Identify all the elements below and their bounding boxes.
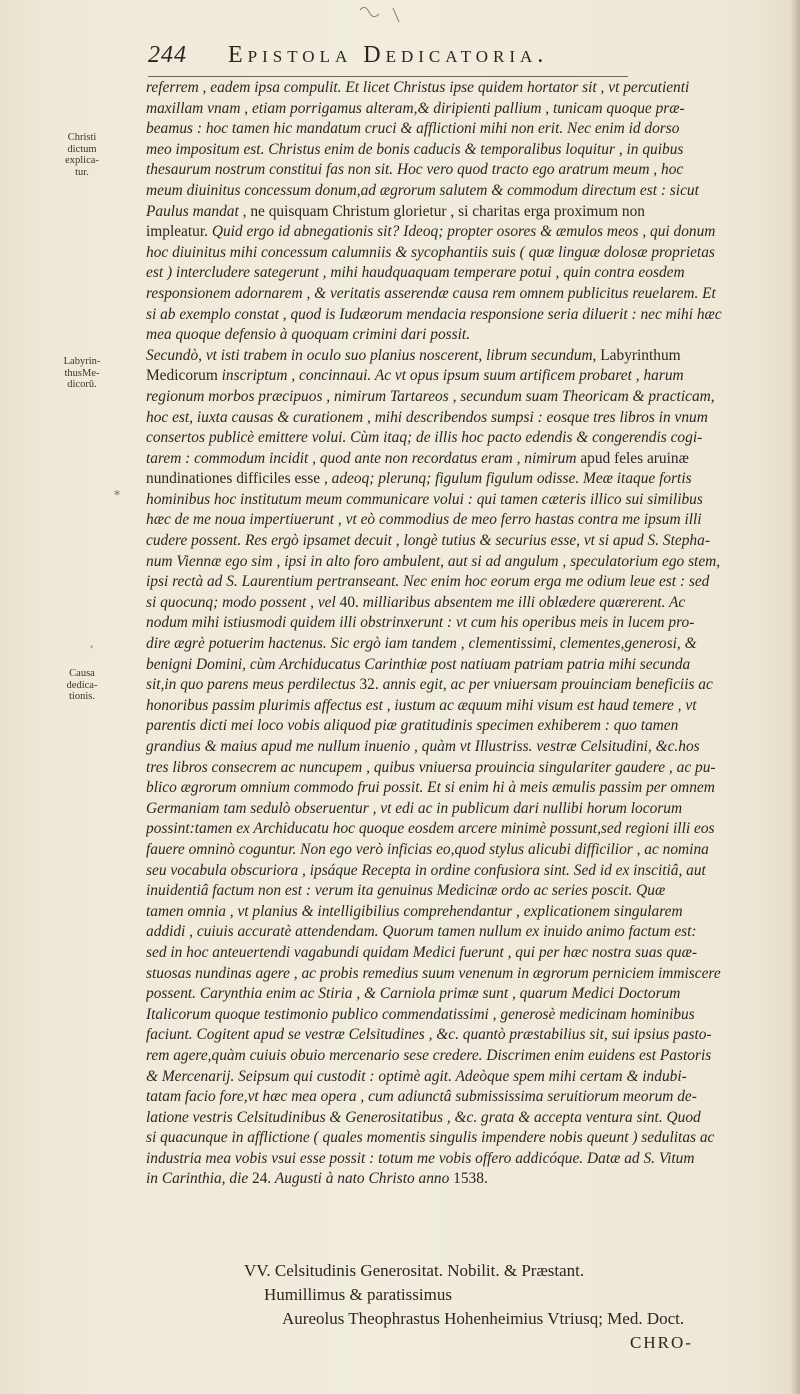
text-line (146, 819, 776, 840)
text-segment: Labyrinthum (600, 346, 681, 364)
text-segment: Secundò, vt isti trabem in oculo suo planius noscerent, librum secundum, (146, 346, 601, 364)
text-line (146, 119, 776, 140)
text-segment: 40. (339, 593, 359, 611)
text-line (146, 716, 776, 737)
text-segment: ipsi rectà ad S. Laurentium pertranseant. Nec enim hoc eorum erga me odium leue est : sed (146, 573, 710, 591)
text-segment: Italicorum quoque testimonio publico commendatissimi , generosè medicinam hominibus (146, 1005, 695, 1023)
margin-note-labyrinthus: Labyrin- thusMe- dicorū. (63, 356, 101, 390)
text-segment: inuidentiâ factum non est : verum ita genuinus Medicinæ ordo ac series poscit. Quæ (146, 882, 666, 900)
text-line (146, 1128, 776, 1149)
running-title: Epistola Dedicatoria. (228, 42, 549, 68)
text-segment: apud feles aruinæ (580, 449, 689, 467)
text-line (146, 1005, 776, 1026)
text-segment: inscriptum , concinnaui. Ac vt opus ipsum suum artificem probaret , harum (221, 367, 684, 385)
text-segment: si quocunq; modo possent , vel (146, 593, 340, 611)
closing-salutation: VV. Celsitudinis Generositat. Nobilit. & Præstant. (244, 1261, 585, 1280)
text-line (146, 408, 776, 429)
text-line (146, 881, 776, 902)
text-segment: addidi , cuiuis accuratè attendendam. Quorum tamen nullum ex inuido animo factum est: (146, 923, 697, 941)
text-segment: hoc diuinitus mihi concessum calumniis & sycophantiis suis ( quæ linguæ dolosæ proprietas (146, 243, 715, 261)
text-segment: dire ægrè potuerim hactenus. Sic ergò iam tandem , clementissimi, clementes,generosi, & (146, 635, 697, 653)
text-segment: Quid ergo id abnegationis sit? Ideoq; propter osores & æmulos meos , qui donum (211, 223, 716, 241)
text-segment: 1538. (453, 1170, 488, 1188)
text-line (146, 346, 776, 367)
text-segment: Augusti à nato Christo anno (271, 1170, 454, 1188)
header-rule (148, 76, 628, 77)
text-segment: sit,in quo parens meus perdilectus (146, 676, 360, 694)
dedication-body-text (146, 78, 776, 1190)
text-line (146, 428, 776, 449)
text-segment: meum diuinitus concessum donum,ad ægrorum salutem & commodum directum est : sicut (146, 181, 699, 199)
text-segment: grandius & maius apud me nullum inuenio , quàm vt Illustriss. vestræ Celsitudini, &c.hos (146, 738, 700, 755)
text-segment: blico ægrorum omnium commodo frui possit. Et si enim hi à meis æmulis passim per omnem (146, 779, 715, 797)
text-segment: referrem , eadem ipsa compulit. Et licet Christus ipse quidem hortator sit , vt percutienti (146, 79, 690, 96)
text-segment: responsionem adornarem , & veritatis asserendæ causa rem omnem publicitus reuelarem. Et (146, 284, 716, 302)
text-segment: 32. (359, 676, 379, 694)
text-line (146, 758, 776, 779)
text-line (146, 325, 776, 346)
text-line (146, 510, 776, 531)
text-segment: thesaurum nostrum constitui fas non sit. Hoc vero quod tracto ego aratrum meum , hoc (146, 161, 684, 179)
text-line (146, 593, 776, 614)
text-line (146, 99, 776, 120)
text-segment: honoribus passim plurimis affectus est , iustum ac æquum mihi visum est haud temere , vt (146, 696, 697, 714)
text-segment: tres libros consecrem ac nuncupem , quibus vniuersa prouincia singulariter gaudere , ac pu- (146, 758, 716, 776)
text-line (146, 840, 776, 861)
text-segment: num Viennæ ego sim , ipsi in alto foro ambulent, aut si ad angulum , speculatorium ego stem, (146, 552, 721, 570)
text-line (146, 1149, 776, 1170)
text-line (146, 181, 776, 202)
text-segment: est ) intercludere sategerunt , mihi haudquaquam temperare potui , quin contra eosdem (146, 264, 685, 282)
text-line (146, 675, 776, 696)
text-segment: ne quisquam Christum glorietur , si charitas erga proximum non (250, 202, 646, 220)
text-segment: hoc est, iuxta causas & curationem , mihi describendos sumpsi : eosque tres libros in vnum (146, 408, 708, 426)
text-line (146, 366, 776, 387)
margin-note-christi: Christi dictum explica- tur. (65, 132, 99, 178)
text-segment: cudere possent. Res ergò ipsamet decuit , longè tutius & securius esse, vt si apud S. Stepha- (146, 532, 710, 550)
text-segment: Germaniam tam sedulò obseruentur , vt edi ac in publicum dari nullibi horum locorum (146, 799, 683, 817)
text-segment: fauere omninò coguntur. Non ego verò inficias eo,quod stylus alicubi difficilior , ac nomina (146, 840, 709, 858)
text-line (146, 531, 776, 552)
text-line (146, 243, 776, 264)
text-line (146, 922, 776, 943)
text-segment: hominibus hoc institutum meum communicare volui : qui tamen cæteris illico sui similibus (146, 490, 703, 508)
text-line (146, 202, 776, 223)
margin-asterisk-mark: * (114, 488, 120, 502)
text-segment: rem agere,quàm cuiuis obuio mercenario sese credere. Discrimen enim euidens est Pastoris (146, 1046, 712, 1064)
closing-signature: Aureolus Theophrastus Hohenheimius Vtriusq; Med. Doct. (282, 1309, 685, 1328)
text-line (146, 964, 776, 985)
text-segment: impleatur. (146, 223, 212, 241)
text-segment: nodum mihi istiusmodi quidem illi obstrinxerunt : vt cum his operibus meis in lucem pro- (146, 614, 695, 632)
text-segment: sed in hoc anteuertendi vagabundi quidam Medici fuerunt , qui per hæc nostra suas quæ- (146, 943, 698, 961)
page-edge-shadow (790, 0, 800, 1394)
text-segment: meo impositum est. Christus enim de bonis caducis & temporalibus loquitur , in quibus (146, 140, 684, 158)
text-segment: milliaribus absentem me illi oblædere quærerent. Ac (358, 593, 686, 611)
text-line (146, 984, 776, 1005)
text-segment: mea quoque defensio à quoquam crimini dari possit. (146, 326, 471, 344)
text-segment: maxillam vnam , etiam porrigamus alteram,& diripienti pallium , tunicam quoque præ- (146, 99, 685, 117)
text-segment: si ab exemplo constat , quod is Iudæorum mendacia responsione seria diluerit : nec mihi hæc (146, 305, 722, 323)
text-line (146, 861, 776, 882)
text-line (146, 449, 776, 470)
text-segment: nundinationes difficiles esse , (146, 470, 332, 488)
text-line (146, 902, 776, 923)
text-line (146, 387, 776, 408)
text-segment: in Carinthia, die (146, 1170, 253, 1188)
text-segment: stuosas nundinas agere , ac probis remedius suum venenum in ægrorum perniciem immiscere (146, 964, 721, 982)
text-line (146, 140, 776, 161)
text-line (146, 1025, 776, 1046)
text-line (146, 263, 776, 284)
text-line (146, 490, 776, 511)
text-line (146, 572, 776, 593)
text-segment: tatam facio fore,vt hæc mea opera , cum adiunctâ submississima seruitiorum meorum de- (146, 1088, 697, 1106)
text-segment: possent. Carynthia enim ac Stiria , & Carniola primæ sunt , quarum Medici Doctorum (146, 985, 681, 1003)
text-segment: possint:tamen ex Archiducatu hoc quoque eosdem arcere minimè possunt,sed regioni illi eos (146, 820, 715, 838)
catchword: CHRO- (630, 1333, 693, 1352)
text-segment: adeoq; plerunq; figulum figulum odisse. Meæ itaque fortis (331, 470, 692, 488)
text-line (146, 1169, 776, 1190)
text-line (146, 469, 776, 490)
text-line (146, 284, 776, 305)
text-line (146, 1046, 776, 1067)
text-segment: industria mea vobis vsui esse possit : totum me vobis offero addicóque. Datæ ad S. Vitum (146, 1149, 695, 1167)
text-segment: seu vocabula obscuriora , ipsáque Recepta in ordine confusiora sint. Sed id ex inscitiâ, aut (146, 861, 706, 879)
text-line (146, 737, 776, 758)
text-segment: beamus : hoc tamen hic mandatum cruci & afflictioni mihi non erit. Nec enim id dorso (146, 120, 680, 138)
running-header (148, 42, 648, 76)
page-number: 244 (148, 42, 187, 68)
text-segment: faciunt. Cogitent apud se vestræ Celsitudines , &c. quantò præstabilius sit, sui ipsius pasto- (146, 1026, 712, 1044)
text-line (146, 943, 776, 964)
text-line (146, 778, 776, 799)
text-line (146, 696, 776, 717)
text-segment: regionum morbos præcipuos , nimirum Tartareos , secundum suam Theoricam & practicam, (146, 387, 715, 405)
text-line (146, 613, 776, 634)
text-line (146, 1108, 776, 1129)
margin-tick-mark: , (90, 636, 94, 650)
margin-note-causa: Causa dedica- tionis. (66, 668, 98, 702)
text-segment: latione vestris Celsitudinibus & Generositatibus , &c. grata & accepta ventura sint. Quod (146, 1108, 701, 1126)
text-line (146, 305, 776, 326)
text-line (146, 1067, 776, 1088)
text-line (146, 799, 776, 820)
text-segment: si quacunque in afflictione ( quales momentis singulis impendere nobis queunt ) sedulitas ac (146, 1129, 715, 1147)
text-segment: tarem : commodum incidit , quod ante non recordatus eram , nimirum (146, 449, 581, 467)
text-line (146, 222, 776, 243)
pen-scribble-mark (355, 2, 415, 32)
closing-humble: Humillimus & paratissimus (264, 1285, 452, 1304)
text-segment: Medicorum (146, 367, 222, 385)
text-line (146, 655, 776, 676)
text-segment: tamen omnia , vt planius & intelligibilius comprehendantur , explicationem singularem (146, 902, 683, 920)
text-segment: annis egit, ac per vniuersam prouinciam beneficiis ac (378, 676, 713, 694)
text-line (146, 634, 776, 655)
text-line (146, 552, 776, 573)
text-segment: consertos publicè emittere volui. Cùm itaq; de illis hoc pacto edendis & congerendis cogi- (146, 429, 703, 447)
text-segment: benigni Domini, cùm Archiducatus Carinthiæ post natiuam patriam patria mihi secunda (146, 655, 691, 673)
text-segment: 24. (252, 1170, 272, 1188)
text-segment: Paulus mandat , (146, 202, 251, 220)
text-segment: parentis dicti mei loco vobis aliquod piæ gratitudinis specimen exhiberem : quo tamen (146, 717, 679, 735)
text-line (146, 160, 776, 181)
text-segment: hæc de me noua impertiuerunt , vt eò commodius de meo ferro hastas contra me ipsum illi (146, 511, 702, 529)
text-line (146, 78, 776, 99)
text-segment: & Mercenarij. Seipsum qui custodit : optimè agit. Adeòque spem mihi certam & indubi- (146, 1067, 687, 1085)
text-line (146, 1087, 776, 1108)
